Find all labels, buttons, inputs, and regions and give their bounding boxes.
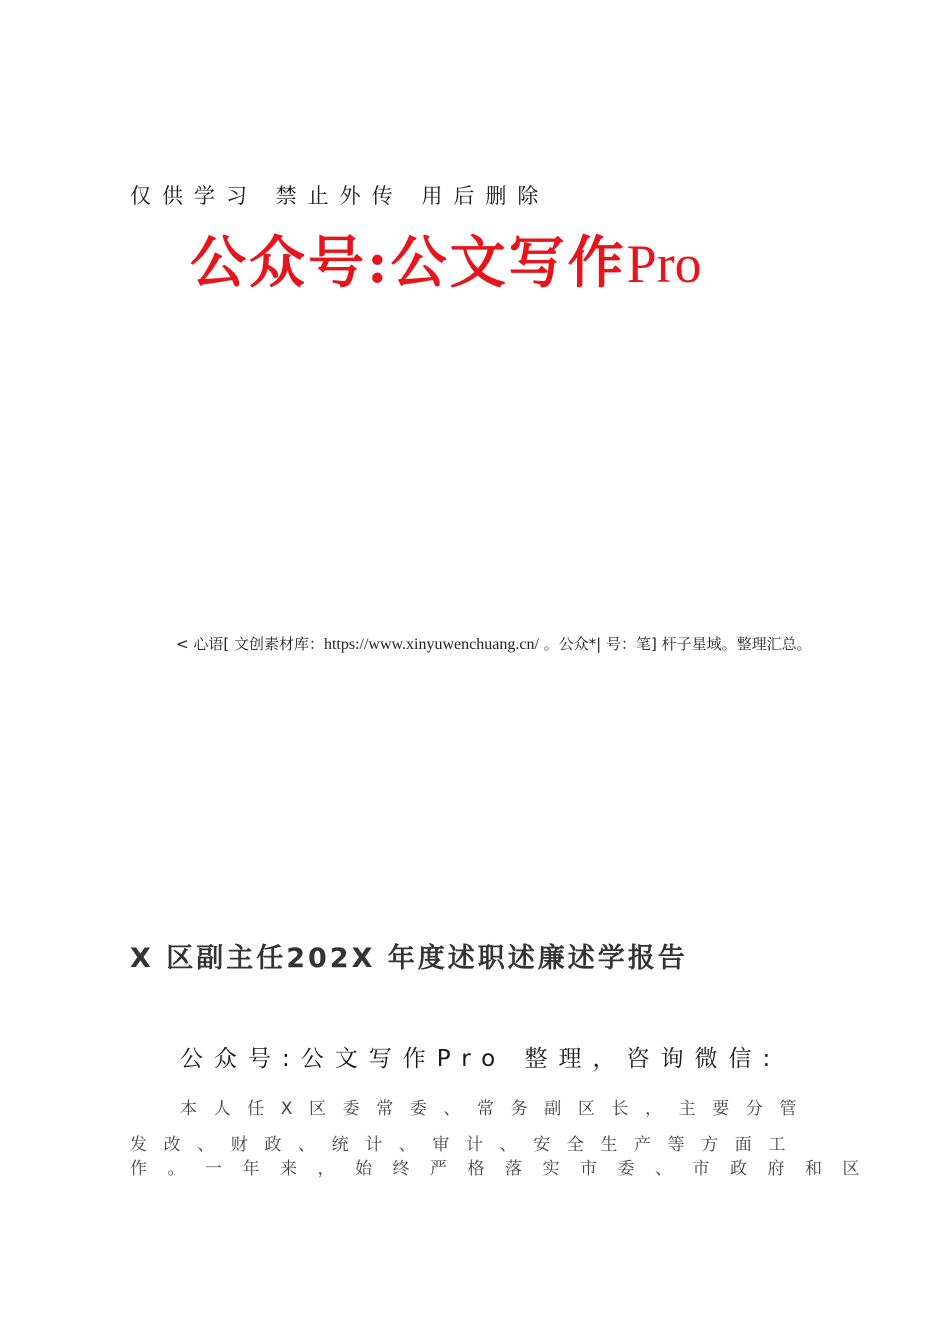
body-paragraph-line: 发改、财政、统计、审计、安全生产等方面工 (130, 1135, 802, 1155)
banner-chinese-text: 公众号:公文写作 (190, 230, 627, 296)
source-note (130, 633, 835, 656)
source-note-suffix: 。公众*| 号：笔] 杆子星域。整理汇总。 (538, 635, 812, 653)
document-subtitle: 公众号:公文写作Pro 整理，咨询微信: (180, 1046, 782, 1072)
document-title: X 区副主任202X 年度述职述廉述学报告 (130, 943, 688, 974)
wechat-account-banner (190, 228, 702, 299)
body-paragraph-line: 作。一年来，始终严格落实市委、市政府和区 (130, 1159, 880, 1179)
source-note-prefix: < 心语[ 文创素材库： (176, 635, 324, 653)
banner-latin-text: Pro (626, 234, 702, 294)
body-paragraph-line: 本人任X区委常委、常务副区长，主要分管 (180, 1099, 814, 1119)
usage-notice: 仅供学习 禁止外传 用后删除 (130, 184, 550, 208)
source-url-link[interactable]: https://www.xinyuwenchuang.cn/ (323, 636, 539, 653)
